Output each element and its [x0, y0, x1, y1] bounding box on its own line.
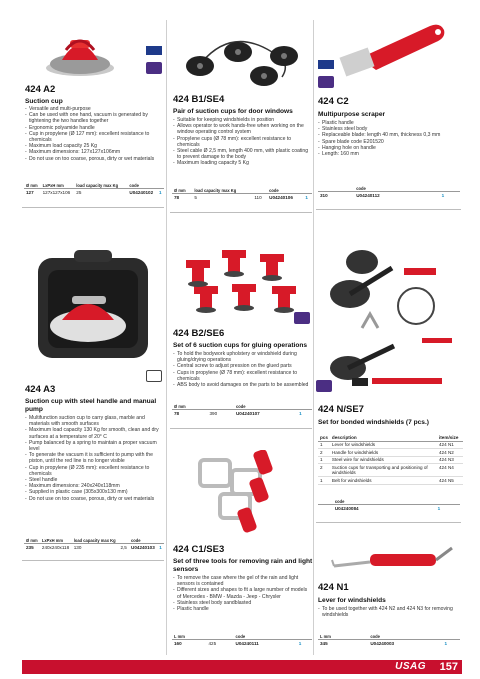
- feature-item: - Propylene cups (Ø 78 mm): excellent resistance to chemicals: [173, 136, 311, 148]
- feature-list: [318, 120, 460, 157]
- cell: 1: [159, 545, 162, 550]
- cell: 1: [444, 641, 448, 646]
- col-header: item/size: [437, 435, 463, 441]
- feature-item: - Ergonomic polyamide handle: [25, 125, 165, 131]
- feature-item: - To be used together with 424 N2 and 424 N3 for removing windshields: [318, 606, 460, 618]
- spec-table: [24, 183, 164, 197]
- cell: 424 N3: [437, 456, 463, 464]
- cell: 345: [320, 641, 328, 646]
- cell: Suction cups for transporting and positioning of windshields: [330, 464, 437, 477]
- cell: 110: [254, 195, 262, 200]
- feature-item: - Pump balanced by a spring to maintain a proper vacuum level: [25, 440, 165, 452]
- spec-table: [318, 499, 460, 513]
- table-row: [318, 441, 463, 449]
- feature-item: - Plastic handle: [173, 606, 311, 612]
- product-icon: [146, 370, 162, 382]
- cell: 127x127x106: [42, 190, 71, 195]
- cell: 2,5: [120, 545, 127, 550]
- product-title: Set of three tools for removing rain and light sensors: [173, 558, 313, 573]
- col-header: description: [330, 435, 437, 441]
- page-number: 157: [439, 661, 458, 673]
- feature-item: - Cups in propylene (Ø 78 mm): excellent resistance to chemicals: [173, 370, 311, 382]
- cell: 127: [26, 190, 34, 195]
- code-cell: U04240003: [370, 641, 395, 646]
- cell: 310: [320, 193, 328, 198]
- spec-table: [24, 538, 164, 552]
- cell: 130: [73, 545, 82, 550]
- col-header: Ø mm: [24, 538, 40, 544]
- cell: 424 N5: [437, 477, 463, 485]
- sensor-tools-image: [192, 450, 292, 535]
- code-cell: U04240084: [334, 506, 359, 511]
- scraper-image: [330, 18, 460, 78]
- windshield-set-image: [322, 238, 462, 388]
- product-code: 424 A2: [25, 84, 56, 95]
- column-divider: [313, 20, 314, 655]
- spec-table: [172, 404, 312, 418]
- col-header: Ø mm: [172, 188, 192, 194]
- table-row: [318, 477, 463, 485]
- col-header: pcs: [320, 435, 328, 440]
- column-divider: [166, 20, 167, 655]
- code-cell: U04240112: [356, 193, 380, 198]
- feature-item: - Multifunction suction cup to carry glass, marble and materials with smooth surfaces: [25, 415, 165, 427]
- gluing-suction-cups-image: [176, 240, 310, 320]
- code-cell: U04240102: [129, 190, 154, 195]
- cell: 2: [318, 449, 330, 457]
- product-title: Set for bonded windshields (7 pcs.): [318, 419, 430, 426]
- door-suction-cups-image: [172, 22, 312, 92]
- feature-item: - Maximum load capacity 130 Kg for smooth, clean and dry surfaces at a temperature of 20° C: [25, 427, 165, 439]
- product-icon: [294, 312, 310, 324]
- feature-item: - Length: 160 mm: [318, 151, 460, 157]
- spec-table: [318, 634, 460, 648]
- feature-item: - Cup in propylene (Ø 235 mm): excellent resistance to chemicals: [25, 465, 165, 477]
- col-header: code: [127, 183, 157, 189]
- feature-item: - Plastic handle: [318, 120, 460, 126]
- feature-item: - Spare blade code E201520: [318, 139, 460, 145]
- feature-item: - Maximum dimensions: 240x240x118mm: [25, 483, 165, 489]
- col-header: load capacity max Kg: [74, 183, 123, 189]
- col-header: LxPxH mm: [40, 538, 72, 544]
- feature-item: - Maximum loading capacity 5 Kg: [173, 160, 311, 166]
- feature-item: - Maximum load capacity 25 Kg: [25, 143, 165, 149]
- product-icon: [316, 380, 332, 392]
- suction-cup-image: [40, 20, 120, 80]
- col-header: code: [368, 634, 442, 640]
- product-icon: [318, 76, 334, 88]
- cell: 425: [208, 641, 217, 646]
- col-header: code: [234, 404, 297, 410]
- cell: 78: [174, 411, 180, 416]
- feature-item: - Allows operator to work hands-free when working on the window operating control system: [173, 123, 311, 135]
- divider: [316, 522, 461, 523]
- product-title: Set of 6 suction cups for gluing operations: [173, 342, 308, 349]
- product-title: Pair of suction cups for door windows: [173, 108, 293, 115]
- product-icon: [146, 62, 162, 74]
- feature-item: - Replaceable blade: length 40 mm, thickness 0,3 mm: [318, 132, 460, 138]
- feature-item: - Do not use on too coarse, porous, dirty or wet materials: [25, 496, 165, 502]
- feature-item: - To generate the vacuum it is sufficient to pump with the piston, until the red line is no longer visible: [25, 452, 165, 464]
- feature-item: - Central screw to adjust pression on the glued parts: [173, 363, 311, 369]
- feature-item: - Suitable for keeping windshields in position: [173, 117, 311, 123]
- cell: 235: [26, 545, 34, 550]
- cell: 1: [437, 506, 441, 511]
- col-header: code: [267, 188, 303, 194]
- product-code: 424 C2: [318, 96, 349, 107]
- divider: [170, 212, 312, 213]
- col-header: code: [129, 538, 157, 544]
- product-code: 424 B2/SE6: [173, 328, 225, 339]
- table-row: [318, 464, 463, 477]
- divider: [316, 209, 461, 210]
- feature-item: - Maximum dimensions: 127x127x106mm: [25, 149, 165, 155]
- product-title: Suction cup: [25, 98, 63, 105]
- col-header: Ø mm: [24, 183, 41, 189]
- cell: [318, 505, 333, 513]
- brand-logo: USAG: [395, 661, 426, 672]
- cell: [358, 640, 369, 648]
- cell: 5: [194, 195, 197, 200]
- cell: Steel wire for windshields: [330, 456, 437, 464]
- cell: 424 N2: [437, 449, 463, 457]
- col-header: LxPxH mm: [41, 183, 75, 189]
- feature-item: - Hanging hole on handle: [318, 145, 460, 151]
- cell: Lever for windshields: [330, 441, 437, 449]
- cell: 78: [174, 195, 180, 200]
- table-row: [318, 456, 463, 464]
- product-title: Multipurpose scraper: [318, 111, 386, 118]
- col-header: L mm: [318, 634, 358, 640]
- feature-item: - Do not use on too coarse, porous, dirty or wet materials: [25, 156, 165, 162]
- feature-item: - Can be used with one hand, vacuum is generated by tightening the two handles together: [25, 112, 165, 124]
- product-code: 424 N/SE7: [318, 404, 364, 415]
- windshield-lever-image: [330, 540, 460, 576]
- cell: 1: [441, 193, 445, 198]
- cell: 1: [298, 641, 302, 646]
- cell: 390: [209, 411, 218, 416]
- cell: Handle for windshields: [330, 449, 437, 457]
- cell: 1: [318, 441, 330, 449]
- cell: 1: [318, 456, 330, 464]
- cell: 1: [299, 411, 302, 416]
- spec-table: [318, 186, 460, 200]
- feature-item: - Stainless steel body: [318, 126, 460, 132]
- cell: 25: [76, 190, 82, 195]
- feature-item: - Cup in propylene (Ø 127 mm): excellent resistance to chemicals: [25, 131, 165, 143]
- spec-table: [172, 188, 312, 202]
- product-code: 424 N1: [318, 582, 349, 593]
- feature-list: [25, 415, 165, 502]
- product-code: 424 A3: [25, 384, 56, 395]
- cell: 424 N1: [437, 441, 463, 449]
- product-title: Suction cup with steel handle and manual pump: [25, 398, 157, 413]
- feature-item: - Steel handle: [25, 477, 165, 483]
- col-header: Ø mm: [172, 404, 207, 410]
- divider: [22, 207, 164, 208]
- suction-cup-case-image: [28, 248, 158, 368]
- product-code: 424 B1/SE4: [173, 94, 225, 105]
- feature-list: [318, 606, 460, 618]
- col-header: load capacity max Kg: [72, 538, 119, 544]
- col-header: load capacity max Kg: [192, 188, 252, 194]
- feature-list: [25, 106, 165, 162]
- cell: 160: [174, 641, 182, 646]
- feature-item: - Stainless steel body sandblasted: [173, 600, 311, 606]
- cell: 424 N4: [437, 464, 463, 477]
- table-row: [318, 449, 463, 457]
- code-cell: U04240111: [235, 641, 259, 646]
- flag-icon: [318, 60, 334, 69]
- cell: 1: [158, 190, 162, 195]
- feature-item: - ABS body to avoid damages on the parts to be assembled: [173, 382, 311, 388]
- feature-item: - To remove the case where the gel of the rain and light sensors is contained: [173, 575, 311, 587]
- feature-item: - To hold the bodywork upholstery or windshield during gluing/drying operations: [173, 351, 311, 363]
- code-cell: U04240103: [131, 545, 155, 550]
- cell: 1: [305, 195, 308, 200]
- feature-item: - Versatile and multi-purpose: [25, 106, 165, 112]
- set-contents-table: [318, 435, 463, 485]
- spec-table: [172, 634, 312, 648]
- product-title: Lever for windshields: [318, 597, 386, 604]
- code-cell: U04240107: [235, 411, 260, 416]
- code-cell: U04240106: [269, 195, 293, 200]
- feature-item: - Steel cable Ø 2,5 mm, length 400 mm, with plastic coating to prevent damage to the body: [173, 148, 311, 160]
- col-header: code: [234, 634, 297, 640]
- feature-list: [173, 575, 311, 612]
- page-footer: [22, 660, 462, 674]
- divider: [22, 560, 164, 561]
- flag-icon: [146, 46, 162, 55]
- feature-list: [173, 117, 311, 167]
- col-header: L mm: [172, 634, 206, 640]
- feature-item: - Different sizes and shapes to fit a large number of models of Mercedes - BMW - Mazda - Jeep - Chrysler: [173, 587, 311, 599]
- feature-list: [173, 351, 311, 388]
- cell: 240x240x118: [41, 545, 70, 550]
- cell: 1: [318, 477, 330, 485]
- product-code: 424 C1/SE3: [173, 544, 225, 555]
- cell: Belt for windshields: [330, 477, 437, 485]
- divider: [170, 428, 312, 429]
- col-header: code: [333, 499, 436, 505]
- col-header: code: [354, 186, 439, 192]
- feature-item: - Supplied in plastic case (305x300x130 mm): [25, 489, 165, 495]
- cell: 2: [318, 464, 330, 477]
